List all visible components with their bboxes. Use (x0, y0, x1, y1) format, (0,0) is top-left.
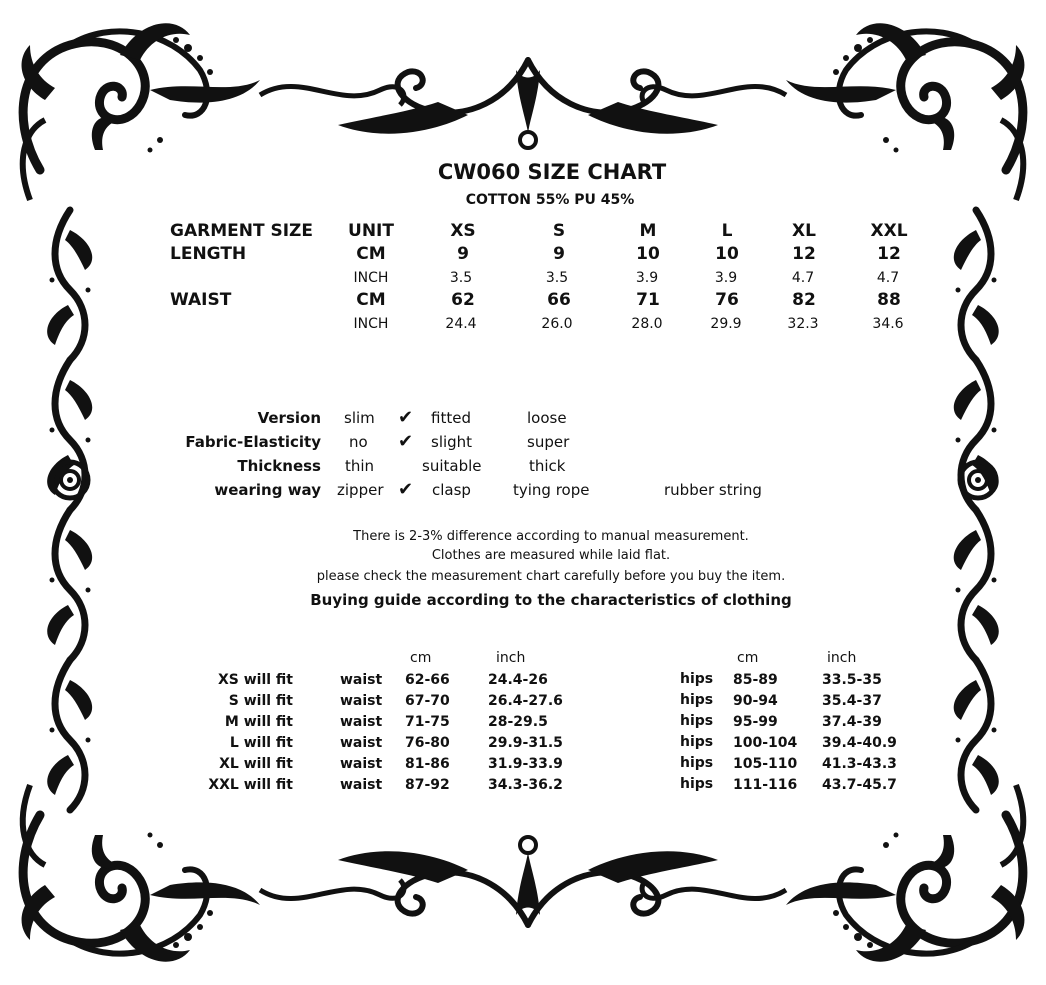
waist-inch-range: 34.3-36.2 (488, 777, 563, 793)
hips-label: hips (680, 734, 714, 750)
length-inch-value: 3.9 (714, 270, 738, 286)
waist-label: waist (340, 672, 383, 688)
hips-inch-range: 33.5-35 (822, 672, 882, 688)
guide-row-label: M will fit (224, 714, 293, 730)
feature-label-wearing-way: wearing way (214, 481, 321, 499)
size-header-s: S (552, 221, 566, 241)
hips-cm-header: cm (737, 650, 759, 666)
size-header-xl: XL (792, 221, 816, 241)
length-inch-value: 4.7 (791, 270, 815, 286)
feature-option: slim (344, 409, 375, 427)
check-icon: ✔ (398, 431, 414, 452)
size-header-xs: XS (450, 221, 476, 241)
feature-option: thick (529, 457, 566, 475)
feature-option-checked: slight (431, 433, 473, 451)
hips-inch-range: 43.7-45.7 (822, 777, 897, 793)
hips-label: hips (680, 713, 714, 729)
length-cm-value: 9 (553, 244, 565, 264)
waist-cm-value: 62 (451, 290, 475, 310)
waist-inch-value: 28.0 (631, 316, 663, 332)
garment-size-header: GARMENT SIZE (170, 221, 313, 241)
waist-label: waist (340, 756, 383, 772)
length-cm-value: 10 (715, 244, 739, 264)
feature-option: tying rope (513, 481, 590, 499)
waist-inch-header: inch (496, 650, 526, 666)
waist-row-label: WAIST (170, 290, 232, 310)
waist-cm-range: 87-92 (405, 777, 450, 793)
hips-label: hips (680, 692, 714, 708)
feature-label-thickness: Thickness (237, 457, 321, 475)
waist-inch-range: 31.9-33.9 (488, 756, 563, 772)
note-line: There is 2-3% difference according to manual measurement. (353, 529, 749, 544)
hips-inch-range: 39.4-40.9 (822, 735, 897, 751)
waist-cm-value: 82 (792, 290, 816, 310)
waist-cm-unit: CM (356, 290, 386, 310)
guide-row-label: XXL will fit (208, 777, 293, 793)
waist-cm-range: 71-75 (405, 714, 450, 730)
feature-option: thin (345, 457, 375, 475)
waist-inch-value: 24.4 (445, 316, 477, 332)
waist-cm-header: cm (410, 650, 432, 666)
length-inch-value: 4.7 (876, 270, 900, 286)
waist-cm-value: 71 (636, 290, 660, 310)
check-icon: ✔ (398, 479, 414, 500)
waist-cm-range: 81-86 (405, 756, 450, 772)
waist-inch-range: 26.4-27.6 (488, 693, 563, 709)
waist-cm-range: 62-66 (405, 672, 450, 688)
hips-label: hips (680, 755, 714, 771)
waist-cm-range: 76-80 (405, 735, 450, 751)
waist-cm-range: 67-70 (405, 693, 450, 709)
waist-cm-value: 76 (715, 290, 739, 310)
waist-cm-value: 66 (547, 290, 571, 310)
size-header-m: M (639, 221, 657, 241)
length-cm-value: 12 (877, 244, 901, 264)
guide-row-label: XL will fit (219, 756, 293, 772)
feature-label-elasticity: Fabric-Elasticity (185, 433, 321, 451)
feature-option: super (527, 433, 570, 451)
waist-label: waist (340, 735, 383, 751)
check-icon: ✔ (398, 407, 414, 428)
hips-inch-range: 35.4-37 (822, 693, 882, 709)
waist-label: waist (340, 693, 383, 709)
hips-label: hips (680, 776, 714, 792)
unit-header: UNIT (348, 221, 394, 241)
waist-inch-value: 34.6 (872, 316, 904, 332)
length-inch-value: 3.5 (545, 270, 569, 286)
length-inch-unit: INCH (353, 270, 389, 286)
hips-inch-range: 37.4-39 (822, 714, 882, 730)
length-cm-value: 10 (636, 244, 660, 264)
hips-inch-header: inch (827, 650, 857, 666)
length-row-label: LENGTH (170, 244, 247, 264)
waist-inch-value: 29.9 (710, 316, 742, 332)
length-inch-value: 3.5 (449, 270, 473, 286)
waist-inch-value: 32.3 (787, 316, 819, 332)
feature-option-checked: clasp (432, 481, 471, 499)
hips-cm-range: 100-104 (733, 735, 798, 751)
note-line: Clothes are measured while laid flat. (431, 548, 671, 563)
feature-option: rubber string (664, 481, 762, 499)
guide-row-label: L will fit (229, 735, 293, 751)
feature-option: zipper (337, 481, 384, 499)
feature-option: suitable (422, 457, 482, 475)
hips-cm-range: 105-110 (733, 756, 798, 772)
length-cm-value: 9 (457, 244, 469, 264)
hips-cm-range: 111-116 (733, 777, 798, 793)
feature-option: loose (527, 409, 567, 427)
waist-label: waist (340, 777, 383, 793)
hips-cm-range: 85-89 (733, 672, 778, 688)
material-subtitle: COTTON 55% PU 45% (465, 192, 635, 208)
hips-inch-range: 41.3-43.3 (822, 756, 897, 772)
waist-inch-value: 26.0 (541, 316, 573, 332)
hips-cm-range: 90-94 (733, 693, 778, 709)
buying-guide-title: Buying guide according to the characteristics of clothing (310, 591, 792, 609)
hips-label: hips (680, 671, 714, 687)
guide-row-label: S will fit (228, 693, 293, 709)
waist-label: waist (340, 714, 383, 730)
waist-inch-range: 28-29.5 (488, 714, 548, 730)
waist-inch-unit: INCH (353, 316, 389, 332)
size-header-xxl: XXL (870, 221, 908, 241)
waist-cm-value: 88 (877, 290, 901, 310)
feature-option-checked: fitted (431, 409, 471, 427)
length-cm-unit: CM (356, 244, 386, 264)
note-line: please check the measurement chart carefully before you buy the item. (316, 569, 786, 584)
hips-cm-range: 95-99 (733, 714, 778, 730)
waist-inch-range: 29.9-31.5 (488, 735, 563, 751)
page-title: CW060 SIZE CHART (437, 160, 667, 184)
feature-option: no (349, 433, 368, 451)
guide-row-label: XS will fit (217, 672, 293, 688)
size-header-l: L (721, 221, 733, 241)
feature-label-version: Version (257, 409, 321, 427)
length-cm-value: 12 (792, 244, 816, 264)
length-inch-value: 3.9 (635, 270, 659, 286)
waist-inch-range: 24.4-26 (488, 672, 548, 688)
